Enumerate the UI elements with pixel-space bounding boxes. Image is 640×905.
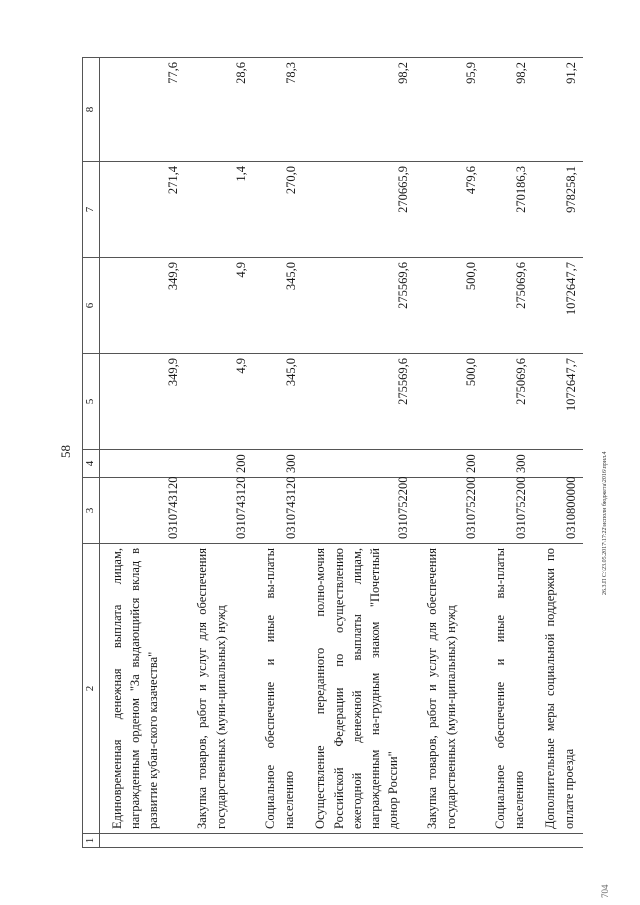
page-number: 58 bbox=[58, 445, 73, 458]
row-executed-cell: 1,4 bbox=[185, 162, 253, 258]
row-vr-cell bbox=[533, 450, 583, 478]
row-number-cell bbox=[303, 834, 415, 848]
corner-mark: 704 bbox=[600, 884, 610, 898]
row-vr-cell: 200 bbox=[185, 450, 253, 478]
row-refined-cell: 345,0 bbox=[253, 258, 303, 354]
table-row bbox=[185, 58, 253, 848]
row-plan-cell: 345,0 bbox=[253, 354, 303, 450]
row-executed-cell: 479,6 bbox=[415, 162, 483, 258]
table-row bbox=[99, 58, 185, 848]
row-plan-cell: 275569,6 bbox=[303, 354, 415, 450]
column-header-8: 8 bbox=[83, 58, 100, 162]
row-refined-cell: 275569,6 bbox=[303, 258, 415, 354]
row-plan-cell: 4,9 bbox=[185, 354, 253, 450]
row-executed-cell: 270,0 bbox=[253, 162, 303, 258]
table-row bbox=[253, 58, 303, 848]
row-percent-cell: 78,3 bbox=[253, 58, 303, 162]
row-number-cell bbox=[99, 834, 185, 848]
row-vr-cell: 300 bbox=[483, 450, 533, 478]
row-name-cell: Социальное обеспечение и иные вы-платы населению bbox=[483, 544, 533, 834]
row-number-cell bbox=[253, 834, 303, 848]
table-row bbox=[303, 58, 415, 848]
row-vr-cell: 200 bbox=[415, 450, 483, 478]
row-refined-cell: 1072647,7 bbox=[533, 258, 583, 354]
column-header-2: 2 bbox=[83, 544, 100, 834]
row-code-cell: 0310752200 bbox=[303, 478, 415, 544]
row-number-cell bbox=[533, 834, 583, 848]
column-header-3: 3 bbox=[83, 478, 100, 544]
row-code-cell: 0310743120 bbox=[185, 478, 253, 544]
table-row bbox=[483, 58, 533, 848]
row-refined-cell: 275069,6 bbox=[483, 258, 533, 354]
row-refined-cell: 500,0 bbox=[415, 258, 483, 354]
table-row bbox=[415, 58, 483, 848]
row-vr-cell: 300 bbox=[253, 450, 303, 478]
row-percent-cell: 28,6 bbox=[185, 58, 253, 162]
column-header-7: 7 bbox=[83, 162, 100, 258]
row-executed-cell: 271,4 bbox=[99, 162, 185, 258]
row-number-cell bbox=[483, 834, 533, 848]
row-plan-cell: 349,9 bbox=[99, 354, 185, 450]
row-name-cell: Закупка товаров, работ и услуг для обеспечения государственных (муни-ципальных) нужд bbox=[415, 544, 483, 834]
row-refined-cell: 349,9 bbox=[99, 258, 185, 354]
footer-file-stamp: 26.3.П С:\23.05.2017\17:22\исполн бюджета\2016\прил.4 bbox=[602, 451, 608, 595]
row-name-cell: Единовременная денежная выплата лицам, награжденным орденом "За выдающийся вклад в развитие кубан-ского казачества" bbox=[99, 544, 185, 834]
column-header-1: 1 bbox=[83, 834, 100, 848]
column-header-4: 4 bbox=[83, 450, 100, 478]
row-plan-cell: 1072647,7 bbox=[533, 354, 583, 450]
row-plan-cell: 500,0 bbox=[415, 354, 483, 450]
row-percent-cell: 91,2 bbox=[533, 58, 583, 162]
row-code-cell: 0310743120 bbox=[253, 478, 303, 544]
row-percent-cell: 98,2 bbox=[483, 58, 533, 162]
header-row bbox=[83, 58, 100, 848]
row-code-cell: 0310743120 bbox=[99, 478, 185, 544]
table-row bbox=[533, 58, 583, 848]
row-number-cell bbox=[185, 834, 253, 848]
row-percent-cell: 98,2 bbox=[303, 58, 415, 162]
row-name-cell: Закупка товаров, работ и услуг для обеспечения государственных (муни-ципальных) нужд bbox=[185, 544, 253, 834]
row-executed-cell: 270186,3 bbox=[483, 162, 533, 258]
row-executed-cell: 978258,1 bbox=[533, 162, 583, 258]
row-number-cell bbox=[415, 834, 483, 848]
row-code-cell: 0310752200 bbox=[483, 478, 533, 544]
rotated-table-block bbox=[82, 58, 602, 848]
row-percent-cell: 77,6 bbox=[99, 58, 185, 162]
row-executed-cell: 270665,9 bbox=[303, 162, 415, 258]
row-code-cell: 0310800000 bbox=[533, 478, 583, 544]
row-name-cell: Социальное обеспечение и иные вы-платы населению bbox=[253, 544, 303, 834]
row-name-cell: Осуществление переданного полно-мочия Российской Федерации по осуществлению ежегодной денежной выплаты лицам, награжденным на-грудным знаком "Почетный донор России" bbox=[303, 544, 415, 834]
row-vr-cell bbox=[303, 450, 415, 478]
column-header-5: 5 bbox=[83, 354, 100, 450]
row-refined-cell: 4,9 bbox=[185, 258, 253, 354]
row-name-cell: Дополнительные меры социальной поддержки по оплате проезда bbox=[533, 544, 583, 834]
column-header-6: 6 bbox=[83, 258, 100, 354]
row-vr-cell bbox=[99, 450, 185, 478]
row-percent-cell: 95,9 bbox=[415, 58, 483, 162]
row-plan-cell: 275069,6 bbox=[483, 354, 533, 450]
budget-table bbox=[82, 57, 583, 848]
row-code-cell: 0310752200 bbox=[415, 478, 483, 544]
